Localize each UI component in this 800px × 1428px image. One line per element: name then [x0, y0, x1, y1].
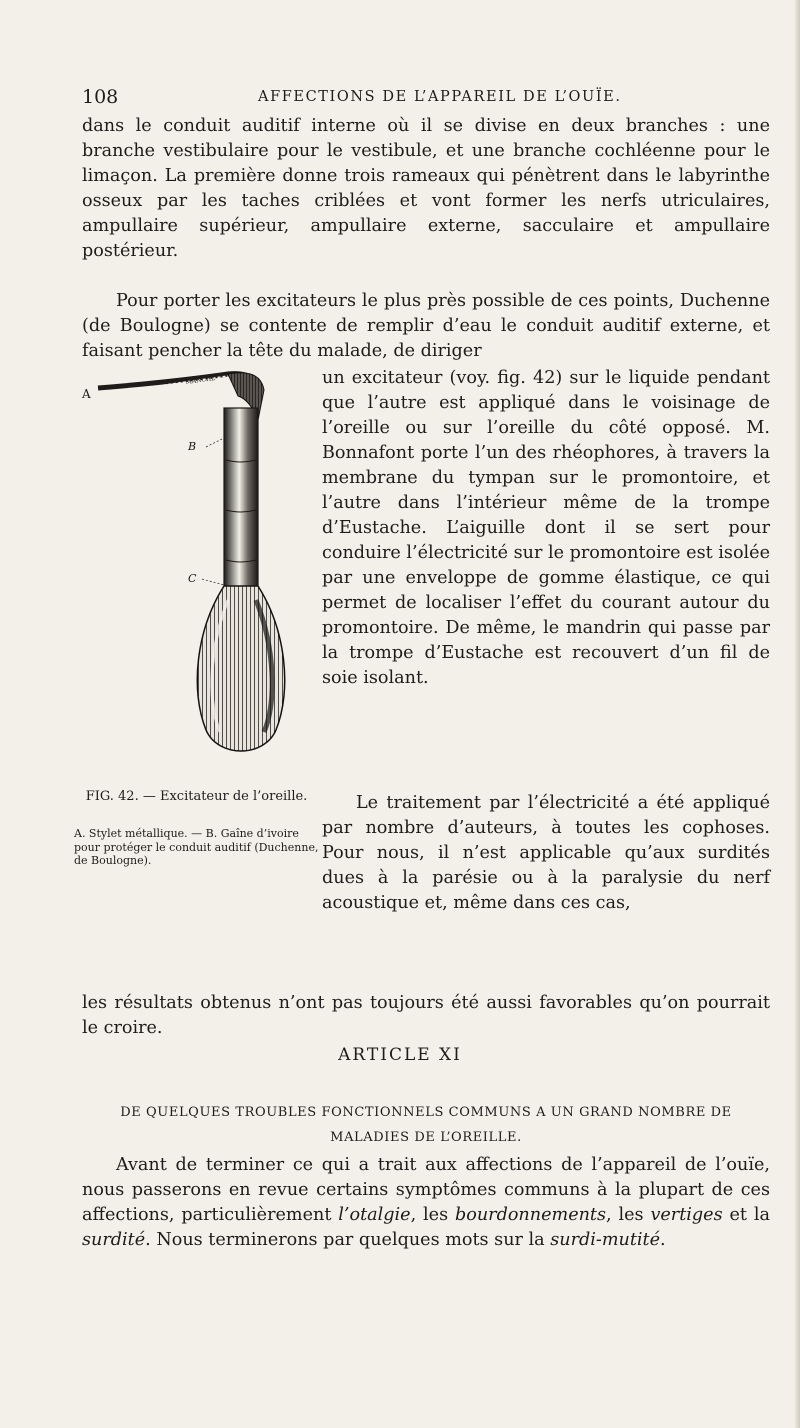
paragraph-treatment-end: les résultats obtenus n’ont pas toujours été aussi favorables qu’on pourrait le croire.	[82, 993, 770, 1038]
paragraph-treatment-side: Le traitement par l’électricité a été appliqué par nombre d’auteurs, à toutes les cophoses. Pour nous, il n’est applicable qu’aux surdités dues à la parésie ou à la paralysie du nerf acoustique et, même dans ces cas,	[322, 793, 770, 913]
intro-text: . Nous terminerons par quelques mots sur la	[145, 1230, 551, 1250]
term-surdi-mutite: surdi-mutité	[550, 1230, 661, 1250]
paragraph-excitateur-procedure: un excitateur (voy. fig. 42) sur le liquide pendant que l’autre est appliqué dans le voisinage de l’oreille ou sur l’oreille du côté opposé. M. Bonnafont porte l’un des rhéophores, à travers la membrane du tympan sur le promontoire, et l’autre dans l’intérieur même de la trompe d’Eustache. L’aiguille dont il se sert pour conduire l’électricité sur le promontoire est isolée par une enveloppe de gomme élastique, ce qui permet de localiser l’effet du courant autour du promontoire. De même, le mandrin qui passe par la trompe d’Eustache est recouvert d’un fil de soie isolant.	[322, 368, 770, 688]
paragraph-duchenne: Pour porter les excitateurs le plus près possible de ces points, Duchenne (de Boulogne) se contente de remplir d’eau le conduit auditif externe, et faisant pencher la tête du malade, de diriger	[82, 291, 770, 361]
article-heading: ARTICLE XI	[338, 1045, 462, 1065]
separator: , les	[606, 1205, 651, 1225]
term-otalgie: l’otalgie	[338, 1205, 411, 1225]
term-vertiges: vertiges	[650, 1205, 723, 1225]
page-edge-shadow	[794, 0, 800, 1428]
separator: et la	[722, 1205, 770, 1225]
label-b: B	[188, 440, 197, 453]
running-title: AFFECTIONS DE L’APPAREIL DE L’OUÏE.	[258, 89, 622, 105]
figure-caption-legend: A. Stylet métallique. — B. Gaîne d’ivoire pour protéger le conduit auditif (Duchenne, de Boulogne).	[74, 827, 319, 867]
label-c: C	[188, 572, 197, 585]
handle-stem	[224, 408, 258, 598]
paragraph-nerve-branches: dans le conduit auditif interne où il se divise en deux branches : une branche vestibulaire pour le vestibule, et une branche cochléenne pour le limaçon. La première donne trois rameaux qui pénètrent dans le labyrinthe osseux par les taches criblées et vont former les nerfs utriculaires, ampullaire supérieur, ampullaire externe, sacculaire et ampullaire postérieur.	[82, 116, 770, 261]
label-a: A	[82, 387, 91, 401]
term-bourdonnements: bourdonnements	[454, 1205, 607, 1225]
page-header	[82, 86, 782, 110]
figure-excitateur-illustration	[78, 360, 308, 770]
separator: , les	[410, 1205, 455, 1225]
intro-text: Avant de terminer ce qui a trait aux affections de l’appareil de l’ouïe, nous passerons en revue certains symptômes communs à la plupart de ces affections, particulièrement	[82, 1155, 770, 1225]
article-subtitle: DE QUELQUES TROUBLES FONCTIONNELS COMMUNS A UN GRAND NOMBRE DE MALADIES DE L’OREILLE.	[120, 1105, 732, 1145]
page-number: 108	[82, 86, 119, 108]
figure-caption-title: FIG. 42. — Excitateur de l’oreille.	[85, 789, 308, 804]
intro-text: .	[660, 1230, 666, 1250]
engraving-label-text: MANCHE	[185, 374, 216, 386]
article-intro-paragraph	[82, 1153, 770, 1253]
term-surdite: surdité	[82, 1230, 146, 1250]
